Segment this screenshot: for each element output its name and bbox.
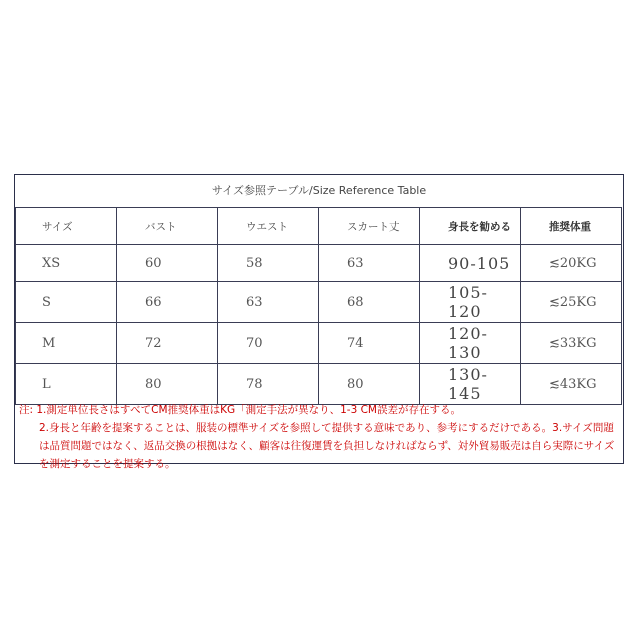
cell-skirt-length: 74 bbox=[319, 323, 420, 364]
table-header-row bbox=[16, 208, 622, 245]
cell-size: L bbox=[16, 364, 117, 405]
table-title: サイズ参照テーブル/Size Reference Table bbox=[211, 184, 427, 197]
note-line-1: 注: 1.測定単位長さはすべてCM推奨体重はKG「測定手法が異なり、1-3 CM誤差が存在する。 bbox=[19, 404, 461, 416]
cell-skirt-length: 80 bbox=[319, 364, 420, 405]
size-table bbox=[15, 207, 622, 405]
table-row bbox=[16, 364, 622, 405]
cell-bust: 60 bbox=[117, 245, 218, 282]
cell-height: 120-130 bbox=[420, 323, 521, 364]
cell-size: S bbox=[16, 282, 117, 323]
cell-waist: 70 bbox=[218, 323, 319, 364]
cell-weight: ≲25KG bbox=[521, 282, 622, 323]
cell-height: 130-145 bbox=[420, 364, 521, 405]
cell-bust: 66 bbox=[117, 282, 218, 323]
cell-weight: ≲43KG bbox=[521, 364, 622, 405]
cell-waist: 63 bbox=[218, 282, 319, 323]
header-waist: ウエスト bbox=[218, 208, 319, 245]
size-reference-panel bbox=[14, 174, 624, 470]
header-skirt-length: スカート丈 bbox=[319, 208, 420, 245]
cell-skirt-length: 63 bbox=[319, 245, 420, 282]
cell-size: M bbox=[16, 323, 117, 364]
table-row bbox=[16, 323, 622, 364]
note-line-2: 2.身長と年齢を提案することは、服装の標準サイズを参照して提供する意味であり、参考にするだけである。3.サイズ問題は品質問題ではなく、返品交換の根拠はなく、顧客は往復運賃を負担しなければならず、対外貿易販売は自ら実際にサイズを測定することを提案する。 bbox=[39, 422, 615, 470]
header-bust: バスト bbox=[117, 208, 218, 245]
header-size: サイズ bbox=[16, 208, 117, 245]
header-recommended-weight: 推奨体重 bbox=[521, 208, 622, 245]
cell-bust: 80 bbox=[117, 364, 218, 405]
size-notes bbox=[19, 401, 619, 473]
cell-height: 105-120 bbox=[420, 282, 521, 323]
cell-bust: 72 bbox=[117, 323, 218, 364]
table-row bbox=[16, 245, 622, 282]
table-row bbox=[16, 282, 622, 323]
cell-skirt-length: 68 bbox=[319, 282, 420, 323]
cell-waist: 78 bbox=[218, 364, 319, 405]
cell-height: 90-105 bbox=[420, 245, 521, 282]
cell-waist: 58 bbox=[218, 245, 319, 282]
header-recommended-height: 身長を勧める bbox=[420, 208, 521, 245]
cell-weight: ≲20KG bbox=[521, 245, 622, 282]
cell-size: XS bbox=[16, 245, 117, 282]
cell-weight: ≲33KG bbox=[521, 323, 622, 364]
